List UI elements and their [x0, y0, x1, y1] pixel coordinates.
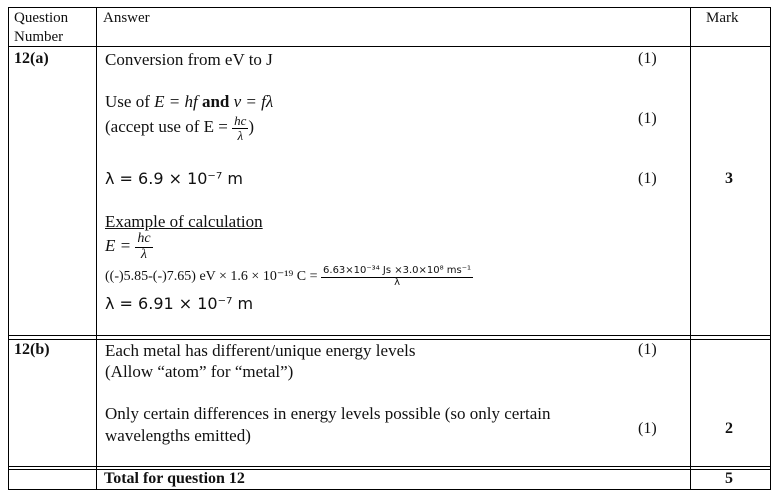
calc-left: ((-)5.85-(-)7.65) eV × 1.6 × 10⁻¹⁹ C =	[105, 269, 318, 285]
calc-fraction	[321, 266, 473, 288]
example-eq-prefix: E =	[105, 236, 132, 256]
question-number-12b: 12(b)	[14, 341, 50, 358]
calc-denominator: λ	[394, 276, 400, 288]
accept-suffix: )	[248, 117, 255, 137]
total-mark-12b: 2	[725, 420, 733, 437]
example-fraction	[135, 232, 152, 262]
header-answer: Answer	[103, 10, 150, 26]
use-prefix: Use of	[105, 92, 155, 111]
use-mark: (1)	[638, 110, 657, 127]
lambda-answer: λ = 6.9 × 10⁻⁷ m	[105, 169, 243, 188]
metal-levels-line: Each metal has different/unique energy levels	[105, 341, 416, 360]
result-line: λ = 6.91 × 10⁻⁷ m	[105, 294, 254, 313]
accept-fraction	[232, 114, 248, 142]
col-divider-1	[96, 7, 97, 490]
conversion-mark: (1)	[638, 50, 657, 67]
accept-line	[105, 114, 254, 142]
accept-numerator: hc	[234, 113, 247, 128]
header-question-number: Question Number	[14, 10, 69, 45]
total-mark-12a: 3	[725, 170, 733, 187]
calc-numerator: 6.63×10⁻³⁴ Js ×3.0×10⁸ ms⁻¹	[323, 265, 472, 276]
example-denominator: λ	[140, 246, 147, 262]
row-divider-b-total	[8, 466, 771, 467]
allow-atom-line: (Allow “atom” for “metal”)	[105, 362, 294, 381]
col-right-border	[770, 7, 771, 490]
use-eq1: E = hf	[154, 92, 198, 111]
example-title: Example of calculation	[105, 212, 263, 231]
example-numerator: hc	[137, 231, 151, 246]
calculation-line	[105, 266, 473, 288]
differences-mark: (1)	[638, 420, 657, 437]
lambda-mark: (1)	[638, 170, 657, 187]
conversion-line: Conversion from eV to J	[105, 50, 273, 69]
accept-denominator: λ	[237, 127, 244, 143]
total-mark: 5	[725, 470, 733, 487]
total-label: Total for question 12	[104, 470, 245, 487]
use-and: and	[197, 92, 234, 111]
col-left-border	[8, 7, 9, 490]
table-border-bottom	[8, 489, 771, 490]
header-mark: Mark	[706, 10, 739, 26]
row-divider-a-b	[8, 335, 771, 336]
accept-prefix: (accept use of E =	[105, 117, 228, 137]
question-number-12a: 12(a)	[14, 50, 49, 67]
example-equation	[105, 232, 153, 262]
differences-line: Only certain differences in energy levels possible (so only certain	[105, 404, 551, 423]
table-border-top	[8, 7, 771, 8]
header-divider	[8, 46, 771, 47]
wavelengths-line: wavelengths emitted)	[105, 426, 251, 445]
use-of-line	[105, 92, 273, 112]
col-divider-2	[690, 7, 691, 490]
row-divider-a-b-2	[8, 339, 771, 340]
metal-levels-mark: (1)	[638, 341, 657, 358]
use-eq2: v = fλ	[233, 92, 274, 111]
